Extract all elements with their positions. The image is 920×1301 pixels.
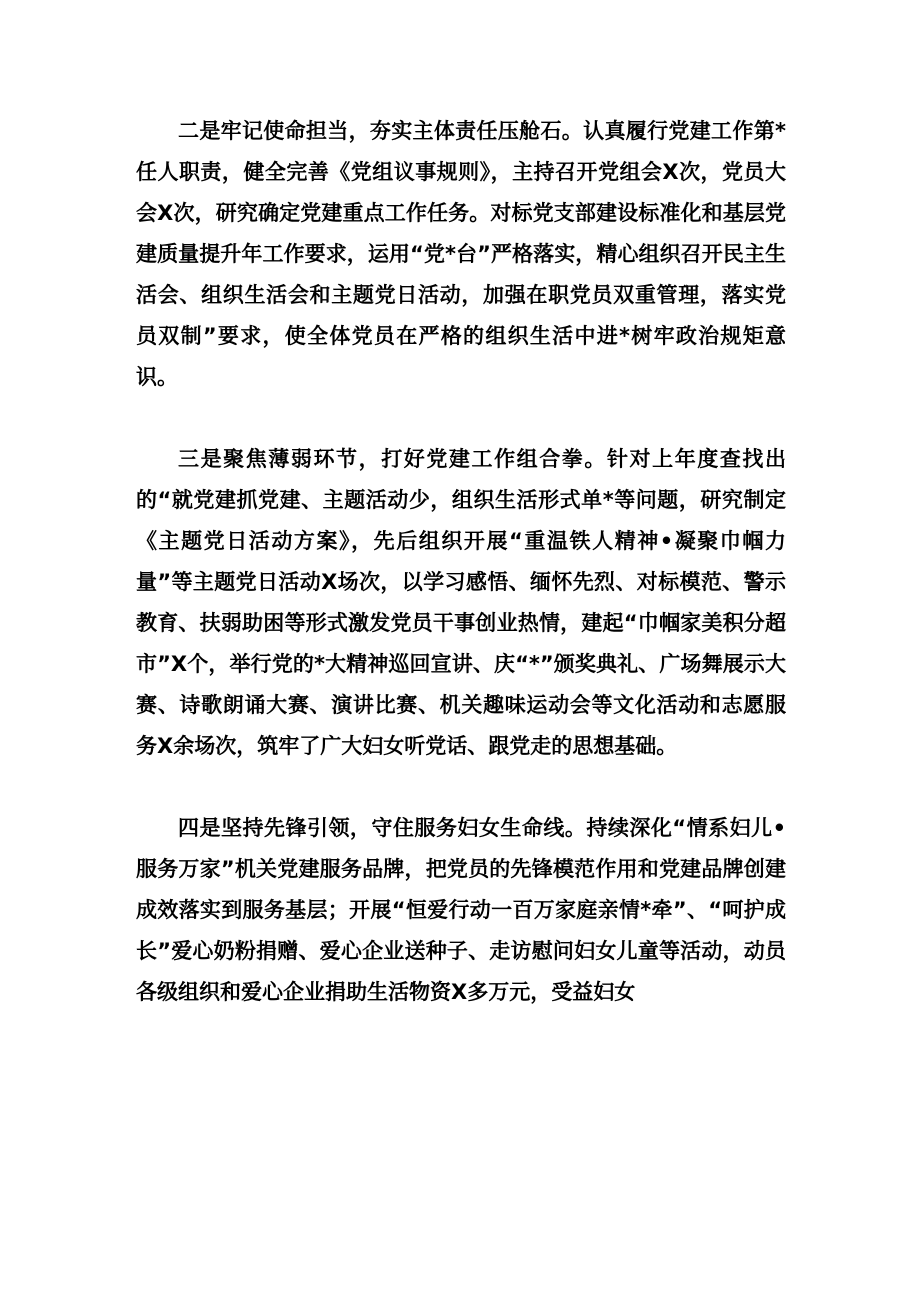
paragraph-2-party-responsibility: 二是牢记使命担当，夯实主体责任压舱石。认真履行党建工作第*任人职责，健全完善《党组议事规则》，主持召开党组会X次，党员大会X次，研究确定党建重点工作任务。对标党支部建设标准化和基层党建质量提升年工作要求，运用“党*台”严格落实，精心组织召开民主生活会、组织生活会和主题党日活动，加强在职党员双重管理，落实党员双制”要求，使全体党员在严格的组织生活中进*树牢政治规矩意识。 [136,119,786,389]
paragraph-3-weak-links: 三是聚焦薄弱环节，打好党建工作组合拳。针对上年度查找出的“就党建抓党建、主题活动少，组织生活形式单*等问题，研究制定《主题党日活动方案》，先后组织开展“重温铁人精神•凝聚巾帼力量”等主题党日活动X场次，以学习感悟、缅怀先烈、对标模范、警示教育、扶弱助困等形式激发党员干事创业热情，建起“巾帼家美积分超市”X个，举行党的*大精神巡回宣讲、庆“*”颁奖典礼、广场舞展示大赛、诗歌朗诵大赛、演讲比赛、机关趣味运动会等文化活动和志愿服务X余场次，筑牢了广大妇女听党话、跟党走的思想基础。 [136,447,786,758]
paragraph-4-vanguard-service: 四是坚持先锋引领，守住服务妇女生命线。持续深化“情系妇儿•服务万家”机关党建服务品牌，把党员的先锋模范作用和党建品牌创建成效落实到服务基层；开展“恒爱行动一百万家庭亲情*牵”、“呵护成长”爱心奶粉捐赠、爱心企业送种子、走访慰问妇女儿童等活动，动员各级组织和爱心企业捐助生活物资X多万元，受益妇女 [136,816,786,1004]
document-body [136,111,786,1054]
